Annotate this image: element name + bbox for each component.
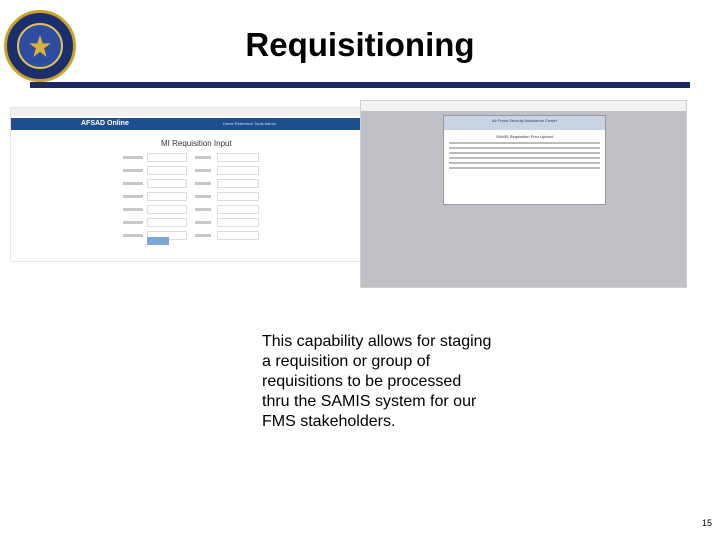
text-line bbox=[449, 147, 600, 149]
form-row bbox=[123, 165, 263, 175]
form-row bbox=[123, 178, 263, 188]
requisition-form bbox=[123, 152, 263, 252]
text-line bbox=[449, 142, 600, 144]
text-line bbox=[449, 157, 600, 159]
nav-links: Home Reference Tools Admin bbox=[223, 121, 276, 126]
browser-toolbar bbox=[361, 101, 686, 111]
requisition-input-screenshot bbox=[10, 107, 365, 262]
title-divider bbox=[30, 82, 690, 88]
form-input bbox=[217, 218, 259, 227]
form-title: MI Requisition Input bbox=[161, 139, 232, 148]
app-nav-bar bbox=[11, 118, 365, 130]
form-input bbox=[147, 153, 187, 162]
form-input bbox=[217, 205, 259, 214]
form-input bbox=[147, 166, 187, 175]
form-row bbox=[123, 191, 263, 201]
form-input bbox=[147, 205, 187, 214]
text-line bbox=[449, 162, 600, 164]
form-input bbox=[147, 192, 187, 201]
form-row bbox=[123, 152, 263, 162]
form-row bbox=[123, 217, 263, 227]
form-row bbox=[123, 230, 263, 240]
text-line bbox=[449, 152, 600, 154]
slide-body-text: This capability allows for staging a requisition or group of requisitions to be processed thru the SAMIS system for our FMS stakeholders. bbox=[262, 333, 492, 430]
app-brand: AFSAD Online bbox=[81, 120, 129, 127]
browser-toolbar bbox=[11, 108, 364, 116]
submit-button bbox=[147, 237, 169, 245]
upload-dialog-screenshot bbox=[360, 100, 687, 288]
form-input bbox=[217, 179, 259, 188]
upload-dialog bbox=[443, 115, 606, 205]
form-input bbox=[147, 179, 187, 188]
form-row bbox=[123, 204, 263, 214]
form-input bbox=[217, 192, 259, 201]
form-input bbox=[147, 218, 187, 227]
form-input bbox=[217, 231, 259, 240]
page-number: 15 bbox=[702, 518, 713, 528]
dialog-title: SAMIS Requisition Prior Upload bbox=[496, 134, 553, 139]
form-input bbox=[217, 153, 259, 162]
slide-title: Requisitioning bbox=[245, 26, 475, 63]
text-line bbox=[449, 167, 600, 169]
form-input bbox=[217, 166, 259, 175]
dialog-header: Air Force Security Assistance Center bbox=[444, 116, 605, 130]
